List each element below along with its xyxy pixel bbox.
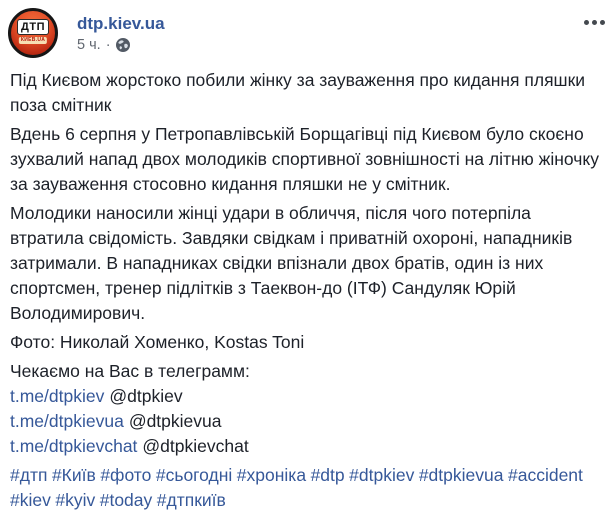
text-line: Під Києвом жорстоко побили жінку за зауваження про кидання пляшки — [10, 70, 586, 90]
post-body-paragraph-2 — [10, 201, 615, 326]
meta-separator: · — [105, 37, 111, 53]
photo-credit-paragraph — [10, 330, 615, 355]
telegram-mention: @dtpkievua — [128, 411, 222, 431]
hashtag-link[interactable]: #дтп — [10, 465, 48, 485]
facebook-post-card — [0, 8, 615, 517]
hashtag-link[interactable]: #сьогодні — [155, 465, 233, 485]
dtp-logo — [8, 8, 58, 58]
text-line: поза смітник — [10, 95, 112, 115]
hashtag-link[interactable]: #kyiv — [55, 490, 96, 510]
text-line: Вдень 6 серпня у Петропавлівській Борщагівці під Києвом було скоєно — [10, 124, 584, 144]
post-content — [10, 68, 615, 513]
dtp-logo-text: ДТП — [17, 19, 49, 35]
text-line: зухвалий напад двох молодиків спортивної зовнішності на літню жіночку — [10, 149, 599, 169]
text-line: спортсмен, тренер підлітків з Таеквон-до (ІТФ) Сандуляк Юрій — [10, 278, 516, 298]
page-name-link[interactable]: dtp.kiev.ua — [77, 14, 165, 33]
hashtag-link[interactable]: #dtp — [310, 465, 345, 485]
dtp-logo-subtext: КИЕВ.UA — [20, 37, 46, 43]
telegram-mention: @dtpkievchat — [142, 436, 249, 456]
hashtag-link[interactable]: #дтпкиїв — [156, 490, 226, 510]
hashtag-link[interactable]: #фото — [100, 465, 152, 485]
text-line: за зауваження стосовно кидання пляшки не у смітник. — [10, 174, 451, 194]
hashtag-line — [10, 488, 615, 513]
header-text — [77, 8, 165, 58]
telegram-link[interactable]: t.me/dtpkievchat — [10, 436, 138, 456]
telegram-link[interactable]: t.me/dtpkievua — [10, 411, 124, 431]
hashtag-link[interactable]: #dtpkiev — [349, 465, 415, 485]
hashtag-link[interactable]: #dtpkievua — [418, 465, 504, 485]
timestamp-link[interactable]: 5 ч. — [77, 37, 101, 53]
hashtag-link[interactable]: #today — [99, 490, 153, 510]
telegram-line — [10, 384, 615, 409]
photo-credit-line: Фото: Николай Хоменко, Kostas Toni — [10, 332, 305, 352]
text-line: Молодики наносили жінці удари в обличчя, після чого потерпіла — [10, 203, 531, 223]
ellipsis-dot — [600, 20, 605, 25]
ellipsis-dot — [592, 20, 597, 25]
telegram-mention: @dtpkiev — [109, 386, 183, 406]
text-line: втратила свідомість. Завдяки свідкам і приватній охороні, нападників — [10, 228, 573, 248]
post-title-paragraph — [10, 68, 615, 118]
post-body-paragraph-1 — [10, 122, 615, 197]
globe-icon — [116, 38, 130, 52]
more-options-button[interactable] — [582, 16, 607, 29]
ellipsis-dot — [584, 20, 589, 25]
text-line: Володимирович. — [10, 303, 146, 323]
telegram-line — [10, 434, 615, 459]
telegram-line — [10, 409, 615, 434]
hashtag-line — [10, 463, 615, 488]
hashtag-link[interactable]: #kiev — [10, 490, 51, 510]
hashtags-paragraph — [10, 463, 615, 513]
page-avatar[interactable] — [8, 8, 60, 58]
hashtag-link[interactable]: #Київ — [51, 465, 96, 485]
telegram-paragraph — [10, 359, 615, 459]
text-line: затримали. В нападниках свідки впізнали двох братів, один із них — [10, 253, 544, 273]
post-meta — [77, 36, 165, 54]
hashtag-link[interactable]: #хроніка — [236, 465, 307, 485]
telegram-heading: Чекаємо на Вас в телеграмм: — [10, 361, 250, 381]
post-header — [8, 8, 607, 58]
hashtag-link[interactable]: #accident — [507, 465, 583, 485]
telegram-link[interactable]: t.me/dtpkiev — [10, 386, 105, 406]
